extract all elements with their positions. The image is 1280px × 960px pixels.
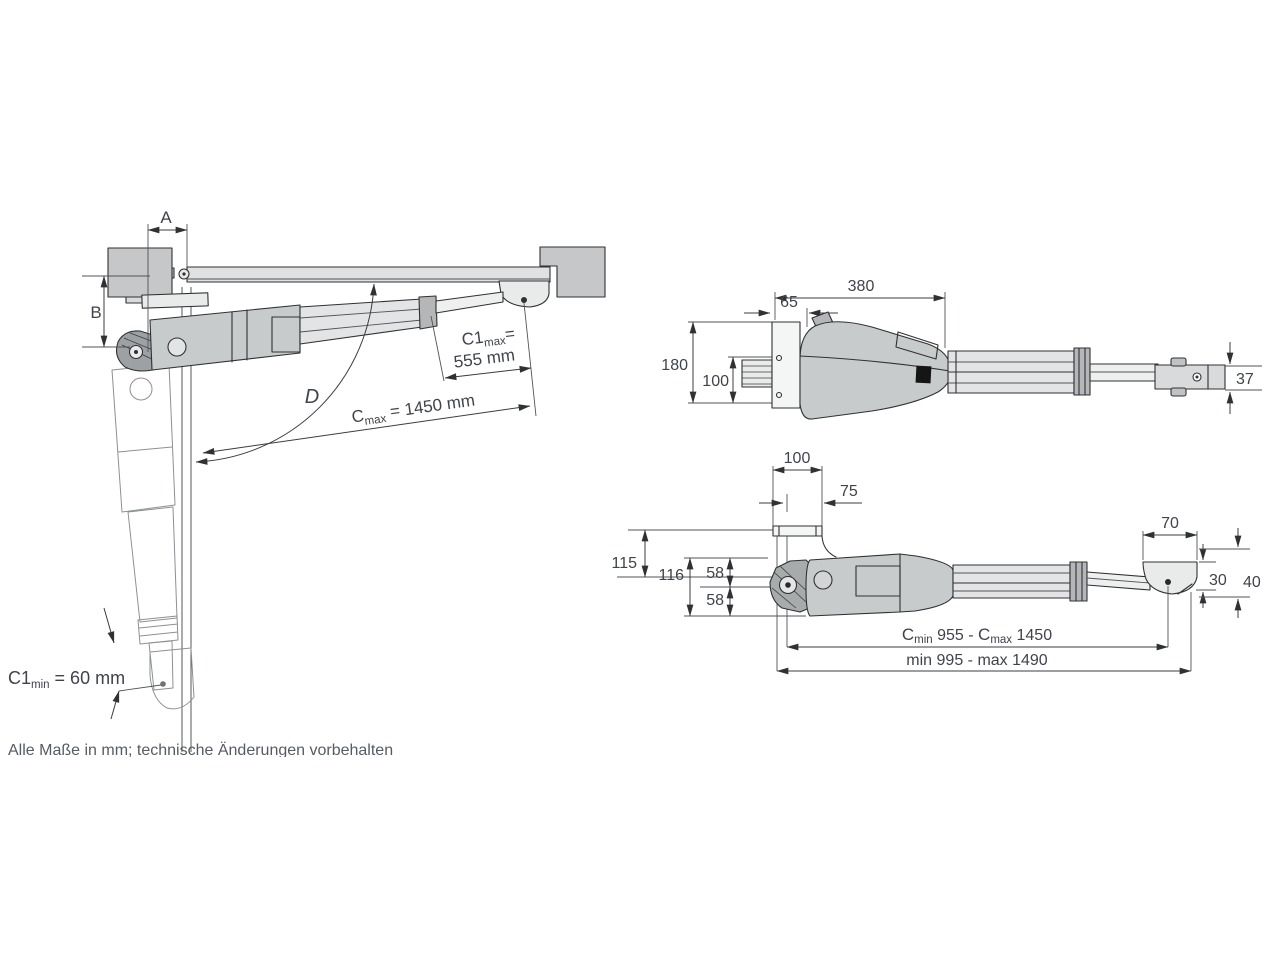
mounting-plate-top <box>773 526 822 536</box>
dim-58-top <box>706 558 730 587</box>
dim-30-label: 30 <box>1209 572 1227 589</box>
dim-cmax <box>203 390 530 453</box>
foot-pivot-dot <box>1165 579 1171 585</box>
tube-collar <box>419 296 437 329</box>
actuator-side-view <box>661 278 1262 419</box>
dim-180-label: 180 <box>661 357 688 374</box>
dim-100-top-label: 100 <box>783 450 811 467</box>
housing-knob-top <box>814 571 832 589</box>
dim-c1max-value: 555 mm <box>452 345 516 372</box>
dim-58-top-label: 58 <box>706 565 724 582</box>
dim-30 <box>1196 544 1227 608</box>
dim-a-label: A <box>160 208 172 227</box>
clevis-bolt <box>1171 388 1186 396</box>
release-latch <box>916 366 932 384</box>
footer-note: Alle Maße in mm; technische Änderungen vorbehalten <box>8 742 394 757</box>
dim-58-bottom <box>706 587 730 616</box>
dim-116-label: 116 <box>658 567 684 584</box>
dim-c1max-label: $C1_{max}=$ <box>460 323 516 350</box>
dim-70-label: 70 <box>1161 515 1179 532</box>
dim-75-label: 75 <box>840 483 858 500</box>
rear-bracket-plate <box>142 293 208 308</box>
piston-tube-top <box>953 565 1070 598</box>
dim-c1min-label: $C1_{min} = 60$ mm <box>8 668 126 691</box>
front-pivot-dot <box>521 297 527 303</box>
dim-37-label: 37 <box>1236 371 1254 388</box>
gate-installation-view <box>8 208 605 752</box>
dim-overall-range-label: min 995 - max 1490 <box>906 652 1048 669</box>
motor-housing <box>150 305 300 370</box>
piston-rod <box>436 292 503 313</box>
dim-100-top <box>773 450 822 526</box>
housing-knob <box>168 338 186 356</box>
piston-rod-side <box>1090 364 1158 381</box>
rod-clevis <box>1155 365 1225 389</box>
wall-post-block <box>108 248 172 297</box>
dim-b-label: B <box>90 303 102 322</box>
dim-100-side-label: 100 <box>702 373 729 390</box>
dim-65-label: 65 <box>780 294 798 311</box>
clevis-bolt <box>1171 358 1186 366</box>
dim-58-bottom-label: 58 <box>706 592 724 609</box>
dim-70 <box>1143 515 1197 560</box>
piston-rod-top <box>1087 572 1150 590</box>
foot-bracket-top <box>1143 562 1197 594</box>
gate-beam <box>187 267 550 282</box>
actuator-top-view <box>611 450 1260 671</box>
tube-collar-top <box>1070 562 1087 601</box>
dim-115-label: 115 <box>611 555 637 572</box>
tube-collar-side <box>1074 348 1090 395</box>
dim-115 <box>611 530 783 577</box>
dim-37 <box>1225 342 1262 414</box>
dim-stroke-c-label: Cmin 955 - Cmax 1450 <box>901 625 1053 646</box>
ghost-pivot-dot <box>160 681 166 687</box>
dim-75 <box>759 483 862 512</box>
dim-cmax-label: $C_{max} = 1450$ mm <box>350 390 477 428</box>
rear-fork-side <box>742 360 772 387</box>
dim-40-label: 40 <box>1243 574 1261 591</box>
dim-380-label: 380 <box>847 278 875 295</box>
label-swing-angle: D <box>304 386 320 408</box>
